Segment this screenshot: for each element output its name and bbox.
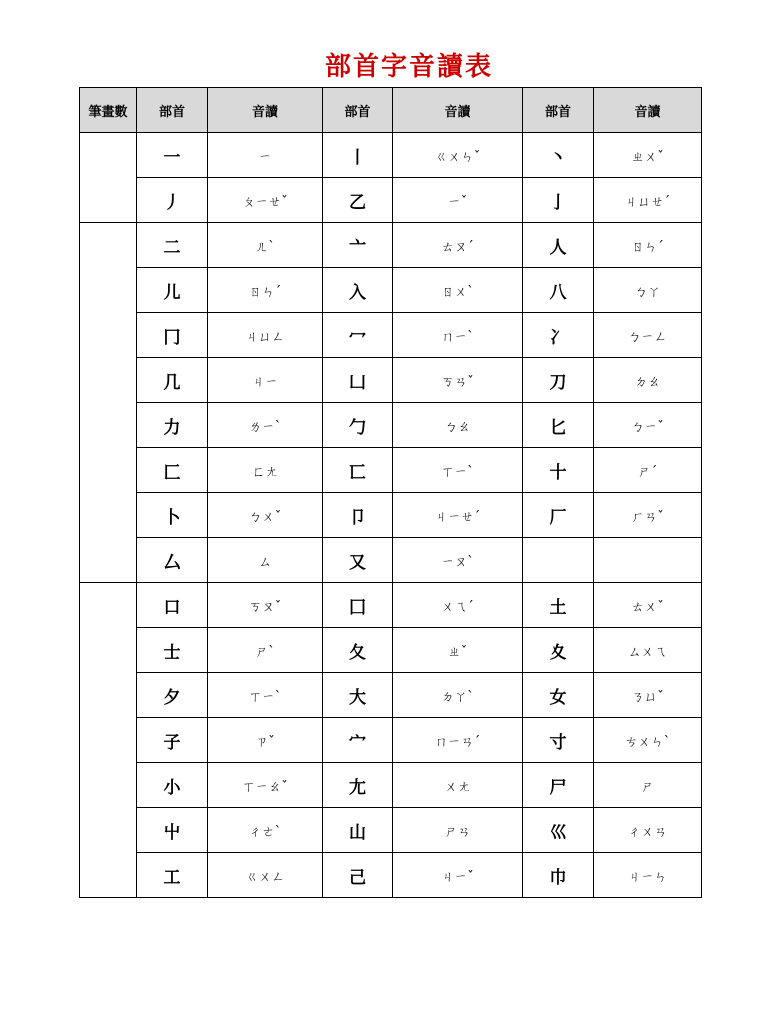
table-row	[80, 178, 702, 223]
pronunciation-cell: ㄕˋ	[208, 628, 323, 673]
header-row	[80, 88, 702, 133]
radical-cell: 十	[523, 448, 594, 493]
radical-cell: 宀	[323, 718, 393, 763]
table-row	[80, 313, 702, 358]
radical-cell: 寸	[523, 718, 594, 763]
radical-cell: 己	[323, 853, 393, 898]
table-row	[80, 268, 702, 313]
radical-cell: 冫	[523, 313, 594, 358]
radical-cell: 小	[137, 763, 208, 808]
pronunciation-cell: ㄓㄨˇ	[594, 133, 702, 178]
pronunciation-cell: ㄘㄨㄣˋ	[594, 718, 702, 763]
radical-cell: 厂	[523, 493, 594, 538]
pronunciation-cell: ㄈㄤ	[208, 448, 323, 493]
table-row	[80, 448, 702, 493]
radical-cell: 八	[523, 268, 594, 313]
pronunciation-cell: ㄅㄠ	[393, 403, 523, 448]
radical-cell: 力	[137, 403, 208, 448]
pronunciation-cell: ㄅㄧˇ	[594, 403, 702, 448]
pronunciation-cell: ㄋㄩˇ	[594, 673, 702, 718]
radical-cell: 匚	[137, 448, 208, 493]
header-pronunciation-3: 音讀	[594, 88, 702, 133]
radical-cell: 子	[137, 718, 208, 763]
header-radical-3: 部首	[523, 88, 594, 133]
radical-cell: 巾	[523, 853, 594, 898]
pronunciation-cell: ㄍㄨㄥ	[208, 853, 323, 898]
header-pronunciation-1: 音讀	[208, 88, 323, 133]
pronunciation-cell: ㄒㄧˋ	[393, 448, 523, 493]
table-row	[80, 538, 702, 583]
pronunciation-cell: ㄐㄧㄣ	[594, 853, 702, 898]
pronunciation-cell: ㄕㄢ	[393, 808, 523, 853]
radical-cell: 又	[323, 538, 393, 583]
pronunciation-cell: ㄙ	[208, 538, 323, 583]
radical-cell: 乙	[323, 178, 393, 223]
table-row	[80, 358, 702, 403]
pronunciation-cell: ㄐㄧㄝˊ	[393, 493, 523, 538]
radical-cell: 大	[323, 673, 393, 718]
pronunciation-cell: ㄌㄧˋ	[208, 403, 323, 448]
radical-cell: 工	[137, 853, 208, 898]
pronunciation-cell: ㄓˇ	[393, 628, 523, 673]
pronunciation-cell: ㄖㄣˊ	[208, 268, 323, 313]
radical-cell: 丿	[137, 178, 208, 223]
radical-cell: 儿	[137, 268, 208, 313]
pronunciation-cell: ㄉㄚˋ	[393, 673, 523, 718]
radical-cell: 勹	[323, 403, 393, 448]
pronunciation-cell: ㄇㄧˋ	[393, 313, 523, 358]
header-radical-1: 部首	[137, 88, 208, 133]
radical-cell: 卩	[323, 493, 393, 538]
radical-cell	[523, 538, 594, 583]
table-row	[80, 763, 702, 808]
pronunciation-cell: ㄒㄧˋ	[208, 673, 323, 718]
radical-cell: 丨	[323, 133, 393, 178]
radical-cell: 山	[323, 808, 393, 853]
radical-cell: 匕	[523, 403, 594, 448]
pronunciation-cell: ㄐㄧ	[208, 358, 323, 403]
pronunciation-cell: ㄖㄣˊ	[594, 223, 702, 268]
radical-cell: 尸	[523, 763, 594, 808]
radical-cell: 入	[323, 268, 393, 313]
radical-cell: 匸	[323, 448, 393, 493]
pronunciation-cell: ㄧ	[208, 133, 323, 178]
pronunciation-cell: ㄐㄩㄥ	[208, 313, 323, 358]
pronunciation-cell	[594, 538, 702, 583]
pronunciation-cell: ㄖㄨˋ	[393, 268, 523, 313]
radical-cell: 厶	[137, 538, 208, 583]
radical-cell: 冖	[323, 313, 393, 358]
radical-cell: 士	[137, 628, 208, 673]
stroke-count-cell	[80, 223, 137, 583]
table-row	[80, 718, 702, 763]
pronunciation-cell: ㄨㄟˊ	[393, 583, 523, 628]
radical-cell: 尢	[323, 763, 393, 808]
pronunciation-cell: ㄔㄨㄢ	[594, 808, 702, 853]
radical-cell: 一	[137, 133, 208, 178]
radical-cell: 夂	[323, 628, 393, 673]
radical-cell: 口	[137, 583, 208, 628]
stroke-count-cell	[80, 583, 137, 898]
pronunciation-cell: ㄧㄡˋ	[393, 538, 523, 583]
header-pronunciation-2: 音讀	[393, 88, 523, 133]
radical-cell: 亅	[523, 178, 594, 223]
table-row	[80, 223, 702, 268]
radical-cell: 屮	[137, 808, 208, 853]
page-title: 部首字音讀表	[324, 52, 493, 82]
radical-cell: 夕	[137, 673, 208, 718]
pronunciation-cell: ㄨㄤ	[393, 763, 523, 808]
radical-cell: 囗	[323, 583, 393, 628]
pronunciation-cell: ㄎㄡˇ	[208, 583, 323, 628]
radical-cell: 凵	[323, 358, 393, 403]
radical-cell: 冂	[137, 313, 208, 358]
pronunciation-cell: ㄔㄜˋ	[208, 808, 323, 853]
pronunciation-cell: ㄊㄡˊ	[393, 223, 523, 268]
table-row	[80, 808, 702, 853]
radical-cell: 刀	[523, 358, 594, 403]
pronunciation-cell: ㄧˇ	[393, 178, 523, 223]
stroke-count-cell	[80, 133, 137, 223]
table-row	[80, 133, 702, 178]
pronunciation-cell: ㄗˇ	[208, 718, 323, 763]
pronunciation-cell: ㄅㄨˇ	[208, 493, 323, 538]
radical-cell: 夊	[523, 628, 594, 673]
pronunciation-cell: ㄅㄧㄥ	[594, 313, 702, 358]
radical-cell: 卜	[137, 493, 208, 538]
pronunciation-cell: ㄏㄢˇ	[594, 493, 702, 538]
pronunciation-cell: ㄕˊ	[594, 448, 702, 493]
pronunciation-cell: ㄍㄨㄣˇ	[393, 133, 523, 178]
pronunciation-cell: ㄆㄧㄝˇ	[208, 178, 323, 223]
header-radical-2: 部首	[323, 88, 393, 133]
radical-cell: 几	[137, 358, 208, 403]
table-row	[80, 628, 702, 673]
radical-cell: 二	[137, 223, 208, 268]
table-row	[80, 403, 702, 448]
pronunciation-cell: ㄅㄚ	[594, 268, 702, 313]
radical-cell: 亠	[323, 223, 393, 268]
radical-cell: 女	[523, 673, 594, 718]
pronunciation-cell: ㄐㄩㄝˊ	[594, 178, 702, 223]
pronunciation-cell: ㄊㄨˇ	[594, 583, 702, 628]
header-stroke-count: 筆畫數	[80, 88, 137, 133]
pronunciation-cell: ㄉㄠ	[594, 358, 702, 403]
radical-pronunciation-table	[79, 87, 702, 898]
pronunciation-cell: ㄐㄧˇ	[393, 853, 523, 898]
pronunciation-cell: ㄦˋ	[208, 223, 323, 268]
radical-cell: 丶	[523, 133, 594, 178]
pronunciation-cell: ㄎㄢˇ	[393, 358, 523, 403]
table-row	[80, 493, 702, 538]
radical-cell: 土	[523, 583, 594, 628]
table-row	[80, 583, 702, 628]
table-row	[80, 853, 702, 898]
radical-cell: 人	[523, 223, 594, 268]
pronunciation-cell: ㄕ	[594, 763, 702, 808]
pronunciation-cell: ㄒㄧㄠˇ	[208, 763, 323, 808]
radical-cell: 巛	[523, 808, 594, 853]
table-row	[80, 673, 702, 718]
pronunciation-cell: ㄇㄧㄢˊ	[393, 718, 523, 763]
pronunciation-cell: ㄙㄨㄟ	[594, 628, 702, 673]
